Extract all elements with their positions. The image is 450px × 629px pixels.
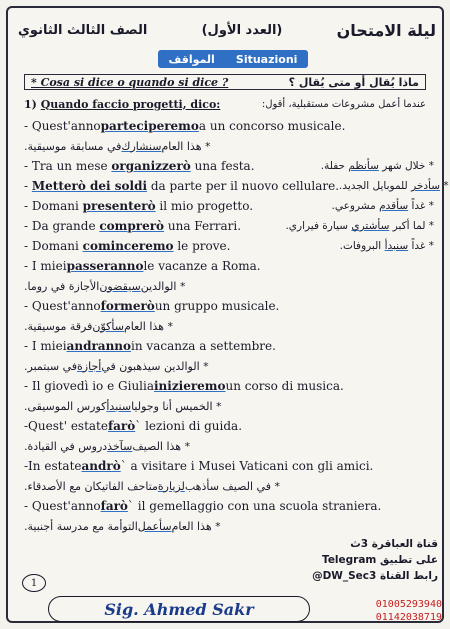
translation-line: * سأدخر للموبايل الجديد.: [339, 180, 449, 192]
verb-highlight: inizieremo: [154, 379, 226, 393]
translation-line: * خلال شهر سأنظم حفلة.: [320, 160, 434, 172]
translation-key: سأعمل: [137, 519, 172, 533]
channel-name: قناة العباقرة 3ث: [350, 538, 438, 550]
verb-highlight: formerò: [100, 299, 155, 313]
verb-highlight: parteciperemo: [100, 119, 199, 133]
translation-key: سأكوّن: [92, 319, 124, 333]
translation-line: * لما أكبر سأشتري سيارة فيراري.: [285, 220, 434, 232]
translation-line: * غداً سأقدم مشروعي.: [331, 200, 434, 212]
sentence-line: - Da grande comprerò una Ferrari. * لما أكبر سأشتري سيارة فيراري.: [24, 219, 434, 233]
sentence-line: - Domani cominceremo le prove. * غداً سنبدأ البروفات.: [24, 239, 434, 253]
verb-highlight: organizzerò: [111, 159, 191, 173]
channel-info: [258, 536, 438, 588]
translation-line: * هذا الصيف سآخذ دروس في القيادة.: [24, 439, 191, 453]
exam-title: ليلة الامتحان: [336, 20, 436, 40]
translation-line: * هذا العام سنشارك في مسابقة موسيقية.: [24, 139, 211, 153]
question-arabic: ماذا يُقال أو متى يُقال ؟: [288, 75, 419, 89]
sentence-line: - Metterò dei soldi da parte per il nuovo cellulare. * سأدخر للموبايل الجديد.: [24, 179, 449, 193]
question-italian: * Cosa si dice o quando si dice ?: [31, 75, 229, 89]
sentence-line: - Quest'anno formerò un gruppo musicale.: [24, 299, 280, 313]
sentence-line: - I miei andranno in vacanza a settembre.: [24, 339, 276, 353]
page-number: 1: [22, 574, 46, 592]
phone-numbers: [346, 598, 442, 624]
verb-highlight: andranno: [66, 339, 132, 353]
sentence-line: -Quest' estate farò ` lezioni di guida.: [24, 419, 243, 433]
grade-label: الصف الثالث الثانوي: [18, 22, 148, 38]
translation-line: * هذا العام سأعمل التوأمة مع مدرسة أجنبية.: [24, 519, 221, 533]
phone-2: 01142038719: [375, 612, 442, 623]
intro-number: 1): [24, 97, 37, 111]
sentence-line: - Domani presenterò il mio progetto. * غداً سأقدم مشروعي.: [24, 199, 434, 213]
question-bar: [24, 74, 426, 90]
translation-key: سآخذ: [107, 439, 133, 453]
translation-line: * غداً سنبدأ البروفات.: [339, 240, 434, 252]
phone-1: 01005293940: [375, 599, 442, 610]
worksheet-page: [6, 6, 449, 623]
channel-link: رابط القناة DW_Sec3@: [312, 570, 438, 582]
translation-key: لزيارة: [157, 479, 185, 493]
translation-key: سنشارك: [121, 139, 162, 153]
translation-key: سيقضون: [99, 279, 141, 293]
sentence-line: - I miei passeranno le vacanze a Roma.: [24, 259, 261, 273]
translation-key: أجازة: [77, 359, 102, 373]
intro-italian: [24, 98, 220, 111]
verb-highlight: Metterò dei soldi: [31, 179, 148, 193]
intro-line: [24, 96, 426, 112]
translation-key: سنبدأ: [106, 399, 132, 413]
sentence-list: [24, 116, 449, 536]
translation-line: * هذا العام سأكوّن فرقة موسيقية.: [24, 319, 173, 333]
translation-line: * الخميس أنا وجوليا سنبدأ كورس الموسيقى.: [24, 399, 222, 413]
verb-highlight: cominceremo: [82, 239, 174, 253]
section-banner: [158, 50, 308, 68]
verb-highlight: farò: [107, 419, 136, 433]
intro-arabic: عندما أعمل مشروعات مستقبلية، أقول:: [261, 98, 426, 110]
page-header: [18, 16, 436, 44]
translation-line: * الوالدين سيقضون الأجازة في روما.: [24, 279, 186, 293]
translation-line: * الوالدين سيذهبون في أجازة في سبتمبر.: [24, 359, 209, 373]
sentence-line: - Tra un mese organizzerò una festa. * خلال شهر سأنظم حفلة.: [24, 159, 434, 173]
telegram-label: على تطبيق Telegram: [322, 554, 438, 566]
issue-number: (العدد الأول): [201, 22, 283, 38]
sentence-line: - Quest'anno farò ` il gemellaggio con una scuola straniera.: [24, 499, 382, 513]
sentence-line: - Quest'anno parteciperemo a un concorso musicale.: [24, 119, 346, 133]
intro-text: Quando faccio progetti, dico:: [40, 97, 221, 111]
verb-highlight: passeranno: [66, 259, 144, 273]
section-title-it: Situazioni: [235, 52, 298, 66]
verb-highlight: comprerò: [99, 219, 165, 233]
translation-line: * في الصيف سأذهب لزيارة متاحف الفاتيكان مع الأصدقاء.: [24, 479, 280, 493]
verb-highlight: andrò: [81, 459, 121, 473]
section-title-ar: المواقف: [168, 52, 215, 66]
sentence-line: - Il giovedì io e Giulia inizieremo un corso di musica.: [24, 379, 344, 393]
sentence-line: -In estate andrò ` a visitare i Musei Vaticani con gli amici.: [24, 459, 374, 473]
teacher-signature: Sig. Ahmed Sakr: [48, 596, 310, 622]
verb-highlight: farò: [100, 499, 128, 513]
verb-highlight: presenterò: [82, 199, 156, 213]
